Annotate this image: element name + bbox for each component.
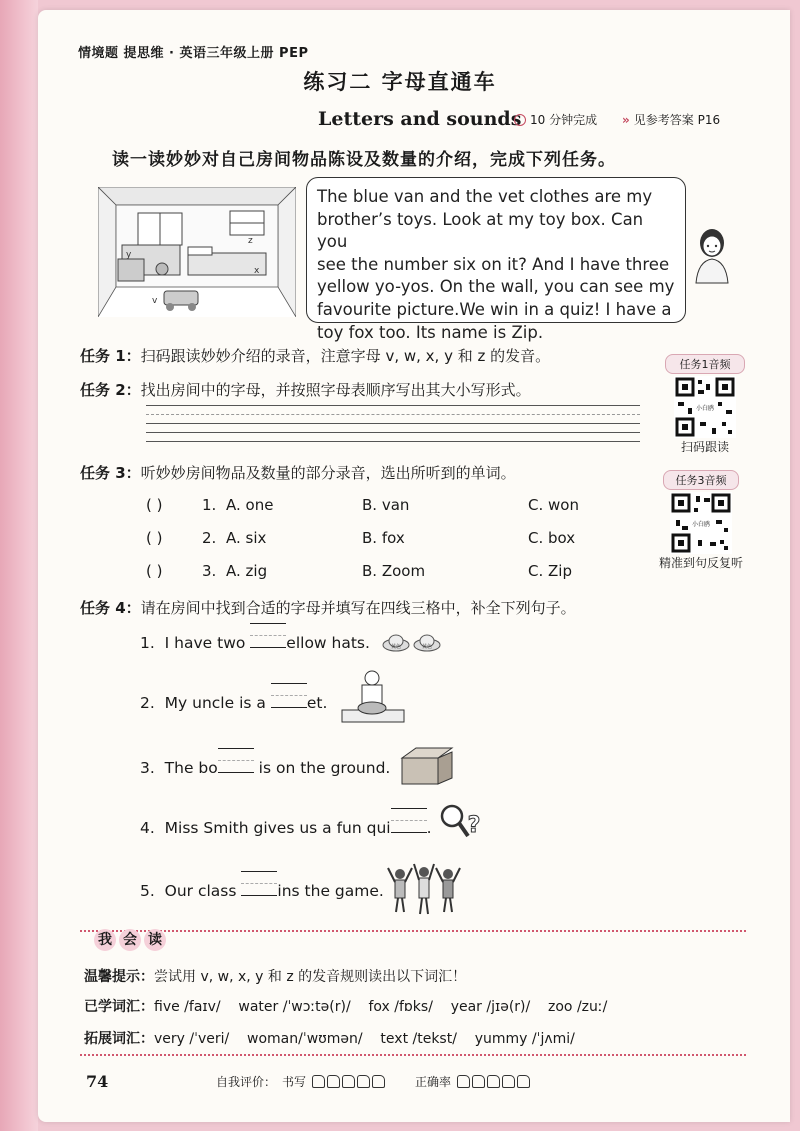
book-spine: [0, 0, 38, 1131]
four-line-blank[interactable]: [271, 697, 307, 708]
page-title: 练习二 字母直通车: [303, 70, 497, 94]
task-4: [80, 597, 576, 618]
extended-text: very /ˈveri/ woman/ˈwʊmən/ text /tekst/ yummy /ˈjʌmi/: [154, 1031, 575, 1047]
choice-b[interactable]: B. van: [362, 496, 410, 514]
four-line-blank[interactable]: [391, 822, 427, 833]
qr-block-2[interactable]: [655, 470, 747, 571]
tip-label: 温馨提示：: [84, 969, 154, 985]
thumb-up-icon[interactable]: [312, 1075, 325, 1088]
sentence-pre: Miss Smith gives us a fun qui: [164, 819, 391, 837]
qr-1-label: 扫码跟读: [680, 440, 729, 454]
writing-rating[interactable]: [312, 1075, 385, 1088]
qr-block-1[interactable]: [665, 354, 745, 455]
qr-1-tag: 任务1音频: [665, 354, 745, 374]
clock-icon: [514, 114, 526, 126]
thumb-up-icon[interactable]: [327, 1075, 340, 1088]
page-number: 74: [86, 1072, 109, 1091]
page-subtitle: Letters and sounds: [318, 108, 522, 130]
svg-text:y: y: [126, 250, 132, 260]
sentence-1: [140, 634, 370, 652]
sentence-pre: I have two: [164, 634, 246, 652]
sentence-number: 5.: [140, 882, 155, 900]
self-eval-label: 自我评价：: [216, 1075, 277, 1089]
task-4-label: 任务 4：: [80, 599, 141, 617]
qr-2-label: 精准到句反复听: [658, 556, 743, 570]
choice-a[interactable]: A. six: [226, 529, 267, 547]
choice-paren[interactable]: ( ): [146, 529, 163, 547]
svg-text:z: z: [248, 236, 253, 246]
thumb-up-icon[interactable]: [342, 1075, 355, 1088]
task-3: [80, 462, 516, 483]
sentence-post: .: [426, 819, 432, 837]
learned-label: 已学词汇：: [84, 999, 154, 1015]
choice-b[interactable]: B. Zoom: [362, 562, 426, 580]
speech-bubble: [306, 177, 686, 342]
read-title-char: 读: [144, 929, 166, 951]
sentence-post: et.: [306, 694, 328, 712]
girl-avatar: [690, 225, 734, 285]
task-4-text: 请在房间中找到合适的字母并填写在四线三格中，补全下列句子。: [140, 599, 576, 617]
task-1: [80, 345, 550, 366]
choice-c[interactable]: C. won: [528, 496, 579, 514]
sentence-4: [140, 819, 432, 837]
thumb-up-icon[interactable]: [372, 1075, 385, 1088]
hat-label: 黄色: [421, 644, 433, 650]
writing-line: [146, 414, 640, 415]
extended-words: [84, 1028, 575, 1048]
qr-1-center-text: 小白鸥: [695, 405, 715, 412]
timer-note: [514, 111, 597, 128]
thumb-up-icon[interactable]: [457, 1075, 470, 1088]
tip-text: 尝试用 v, w, x, y 和 z 的发音规则读出以下词汇！: [154, 969, 467, 985]
magnifier-question-icon: [438, 802, 482, 844]
svg-text:x: x: [254, 266, 260, 276]
yellow-hats-icon: [382, 632, 442, 654]
vet-icon: [336, 668, 408, 730]
thumb-up-icon[interactable]: [517, 1075, 530, 1088]
cheering-kids-icon: [386, 860, 462, 916]
writing-line: [146, 441, 640, 442]
sentence-number: 1.: [140, 634, 155, 652]
reading-section-title: [94, 929, 166, 951]
accuracy-label: 正确率: [415, 1075, 452, 1089]
answer-reference-text: 见参考答案 P16: [633, 113, 721, 127]
bubble-line: brother’s toys. Look at my toy box. Can you: [317, 209, 644, 252]
sentence-pre: Our class: [164, 882, 237, 900]
task-2-text: 找出房间中的字母，并按照字母表顺序写出其大小写形式。: [140, 381, 531, 399]
box-icon: [396, 744, 456, 786]
choice-c[interactable]: C. box: [528, 529, 576, 547]
double-chevron-icon: »: [622, 113, 630, 127]
thumb-up-icon[interactable]: [487, 1075, 500, 1088]
bubble-line: toy fox too. Its name is Zip.: [317, 322, 544, 342]
sentence-pre: The bo: [164, 759, 218, 777]
learned-words: [84, 996, 607, 1016]
hat-label: 黄色: [390, 644, 402, 650]
sentence-5: [140, 882, 384, 900]
choice-a[interactable]: A. one: [226, 496, 274, 514]
qr-2-tag: 任务3音频: [663, 470, 739, 490]
four-line-blank[interactable]: [241, 885, 277, 896]
answer-reference: [622, 111, 720, 128]
thumb-up-icon[interactable]: [472, 1075, 485, 1088]
choice-a[interactable]: A. zig: [226, 562, 268, 580]
task-2: [80, 379, 531, 400]
choice-c[interactable]: C. Zip: [528, 562, 572, 580]
task-3-text: 听妙妙房间物品及数量的部分录音，选出所听到的单词。: [140, 464, 516, 482]
sentence-post: is on the ground.: [258, 759, 391, 777]
extended-label: 拓展词汇：: [84, 1031, 154, 1047]
task-3-label: 任务 3：: [80, 464, 141, 482]
four-line-blank[interactable]: [218, 762, 254, 773]
learned-text: five /faɪv/ water /ˈwɔːtə(r)/ fox /fɒks/ year /jɪə(r)/ zoo /zuː/: [154, 999, 608, 1015]
task-1-text: 扫码跟读妙妙介绍的录音，注意字母 v, w, x, y 和 z 的发音。: [140, 347, 551, 365]
svg-text:?: ?: [467, 813, 481, 838]
sentence-number: 3.: [140, 759, 155, 777]
sentence-pre: My uncle is a: [164, 694, 266, 712]
writing-line[interactable]: [146, 423, 640, 424]
sentence-2: [140, 694, 327, 712]
bubble-line: The blue van and the vet clothes are my: [317, 187, 653, 206]
thumb-up-icon[interactable]: [357, 1075, 370, 1088]
qr-code-icon[interactable]: [674, 376, 736, 438]
bedroom-illustration: [98, 187, 296, 317]
sentence-number: 4.: [140, 819, 155, 837]
running-header: 情境题 提思维 · 英语三年级上册 PEP: [78, 46, 309, 61]
choice-number: 1.: [202, 496, 217, 514]
writing-label: 书写: [282, 1075, 307, 1089]
writing-line[interactable]: [146, 405, 640, 406]
read-title-char: 我: [94, 929, 116, 951]
sentence-number: 2.: [140, 694, 155, 712]
qr-2-center-text: 小白鸥: [691, 521, 711, 528]
choice-paren[interactable]: ( ): [146, 562, 163, 580]
bubble-line: yellow yo-yos. On the wall, you can see my: [317, 277, 675, 297]
self-evaluation: [216, 1073, 530, 1090]
sentence-post: ellow hats.: [286, 634, 370, 652]
task-2-label: 任务 2：: [80, 381, 141, 399]
timer-text: 10 分钟完成: [530, 113, 598, 127]
sentence-post: ins the game.: [277, 882, 384, 900]
qr-code-icon[interactable]: [670, 492, 732, 554]
thumb-up-icon[interactable]: [502, 1075, 515, 1088]
bubble-line: favourite picture.We win in a quiz! I have a: [317, 299, 672, 319]
svg-text:v: v: [152, 296, 158, 306]
bubble-line: see the number six on it? And I have three: [317, 254, 670, 274]
choice-b[interactable]: B. fox: [362, 529, 405, 547]
instruction: 读一读妙妙对自己房间物品陈设及数量的介绍，完成下列任务。: [112, 150, 616, 170]
four-line-blank[interactable]: [250, 637, 286, 648]
sentence-3: [140, 759, 390, 777]
choice-paren[interactable]: ( ): [146, 496, 163, 514]
choice-number: 3.: [202, 562, 217, 580]
writing-line[interactable]: [146, 432, 640, 433]
task-1-label: 任务 1：: [80, 347, 141, 365]
choice-number: 2.: [202, 529, 217, 547]
read-title-char: 会: [119, 929, 141, 951]
reading-tip: [84, 966, 466, 986]
accuracy-rating[interactable]: [457, 1075, 530, 1088]
